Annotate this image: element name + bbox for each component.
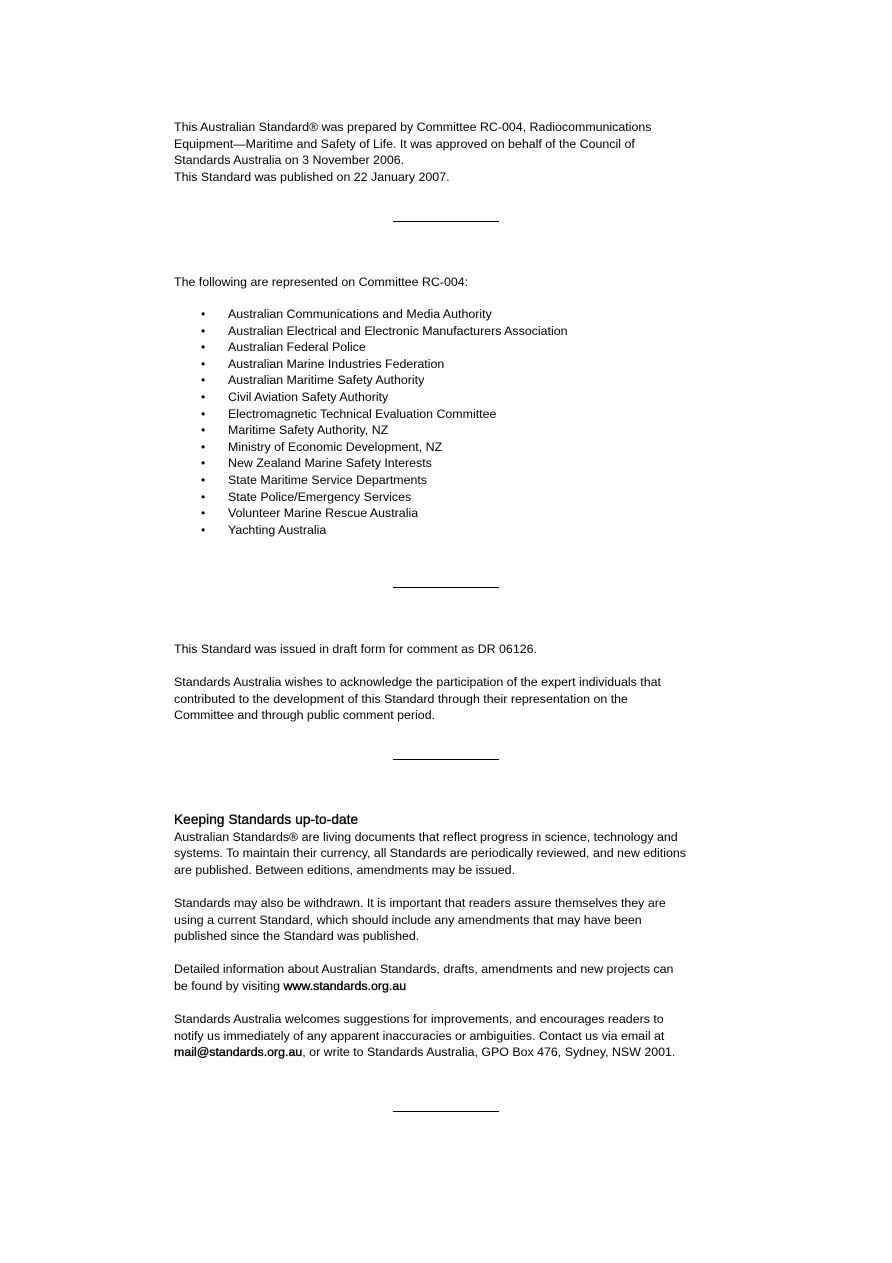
paragraph-text: , or write to Standards Australia, GPO Box 476, Sydney, NSW 2001.	[302, 1045, 676, 1060]
list-item	[174, 339, 734, 356]
acknowledgement-paragraph	[174, 674, 734, 724]
bullet-icon: •	[201, 423, 206, 438]
paragraph-line: Standards may also be withdrawn. It is important that readers assure themselves they are	[174, 896, 666, 910]
information-paragraph	[174, 961, 734, 994]
acknowledgement-line: contributed to the development of this Standard through their representation on the	[174, 691, 628, 706]
list-item	[174, 439, 734, 456]
paragraph-line: Standards Australia welcomes suggestions for improvements, and encourages readers to	[174, 1012, 664, 1026]
publication-date-line: This Standard was published on 22 January 2007.	[174, 169, 450, 184]
list-item	[174, 422, 734, 439]
committee-intro-text: The following are represented on Committee RC-004:	[174, 275, 469, 289]
committee-member: Australian Communications and Media Authority	[228, 307, 492, 321]
section-divider	[393, 1111, 499, 1112]
draft-note	[174, 641, 734, 658]
committee-member: Australian Federal Police	[228, 340, 366, 355]
list-item	[174, 389, 734, 406]
list-item	[174, 522, 734, 539]
committee-member: New Zealand Marine Safety Interests	[228, 456, 432, 471]
intro-line: Standards Australia on 3 November 2006.	[174, 153, 405, 168]
list-item	[174, 372, 734, 389]
email-link[interactable]: mail@standards.org.au	[174, 1045, 303, 1060]
committee-member: State Police/Emergency Services	[228, 489, 412, 504]
intro-line: This Australian Standard® was prepared by Committee RC-004, Radiocommunications	[174, 120, 652, 134]
bullet-icon: •	[201, 456, 206, 471]
committee-member: Volunteer Marine Rescue Australia	[228, 506, 419, 521]
feedback-paragraph	[174, 1011, 734, 1061]
keeping-standards-section	[174, 812, 734, 878]
intro-paragraph	[174, 119, 734, 185]
draft-note-text: This Standard was issued in draft form for comment as DR 06126.	[174, 642, 537, 656]
paragraph-text: be found by visiting	[174, 978, 284, 993]
list-item	[174, 356, 734, 373]
section-divider	[393, 221, 499, 222]
list-item	[174, 406, 734, 423]
list-item	[174, 505, 734, 522]
paragraph-line: Australian Standards® are living documents that reflect progress in science, technology and	[174, 829, 678, 844]
bullet-icon: •	[201, 389, 206, 404]
committee-member: Australian Maritime Safety Authority	[228, 373, 425, 388]
website-link[interactable]: www.standards.org.au	[283, 978, 407, 993]
paragraph-line: are published. Between editions, amendments may be issued.	[174, 862, 515, 877]
committee-member: Australian Electrical and Electronic Manufacturers Association	[228, 323, 568, 338]
section-divider	[393, 587, 499, 588]
bullet-icon: •	[201, 323, 206, 338]
paragraph-line	[174, 978, 734, 995]
bullet-icon: •	[201, 522, 206, 537]
section-heading: Keeping Standards up-to-date	[174, 812, 359, 827]
bullet-icon: •	[201, 472, 206, 487]
paragraph-line: notify us immediately of any apparent inaccuracies or ambiguities. Contact us via email at	[174, 1028, 665, 1043]
bullet-icon: •	[201, 439, 206, 454]
committee-member: Ministry of Economic Development, NZ	[228, 439, 443, 454]
paragraph-line: systems. To maintain their currency, all Standards are periodically reviewed, and new editions	[174, 846, 686, 861]
bullet-icon: •	[201, 340, 206, 355]
bullet-icon: •	[201, 373, 206, 388]
committee-member: State Maritime Service Departments	[228, 472, 428, 487]
paragraph-line: Detailed information about Australian Standards, drafts, amendments and new projects can	[174, 962, 674, 976]
list-item	[174, 306, 734, 323]
withdrawal-paragraph	[174, 895, 734, 945]
bullet-icon: •	[201, 307, 206, 321]
bullet-icon: •	[201, 356, 206, 371]
committee-member-list	[174, 306, 734, 538]
committee-member: Electromagnetic Technical Evaluation Committee	[228, 406, 497, 421]
committee-member: Yachting Australia	[228, 522, 327, 537]
list-item	[174, 472, 734, 489]
bullet-icon: •	[201, 489, 206, 504]
list-item	[174, 455, 734, 472]
bullet-icon: •	[201, 406, 206, 421]
bullet-icon: •	[201, 506, 206, 521]
committee-member: Civil Aviation Safety Authority	[228, 389, 389, 404]
list-item	[174, 489, 734, 506]
paragraph-line: using a current Standard, which should include any amendments that may have been	[174, 912, 642, 927]
committee-member: Maritime Safety Authority, NZ	[228, 423, 389, 438]
paragraph-line	[174, 1044, 734, 1061]
intro-line: Equipment—Maritime and Safety of Life. It was approved on behalf of the Council of	[174, 136, 635, 151]
section-divider	[393, 759, 499, 760]
committee-member: Australian Marine Industries Federation	[228, 356, 445, 371]
committee-intro	[174, 274, 734, 291]
acknowledgement-line: Committee and through public comment period.	[174, 708, 436, 723]
list-item	[174, 323, 734, 340]
acknowledgement-line: Standards Australia wishes to acknowledge the participation of the expert individuals that	[174, 675, 661, 689]
paragraph-line: published since the Standard was published.	[174, 929, 420, 944]
